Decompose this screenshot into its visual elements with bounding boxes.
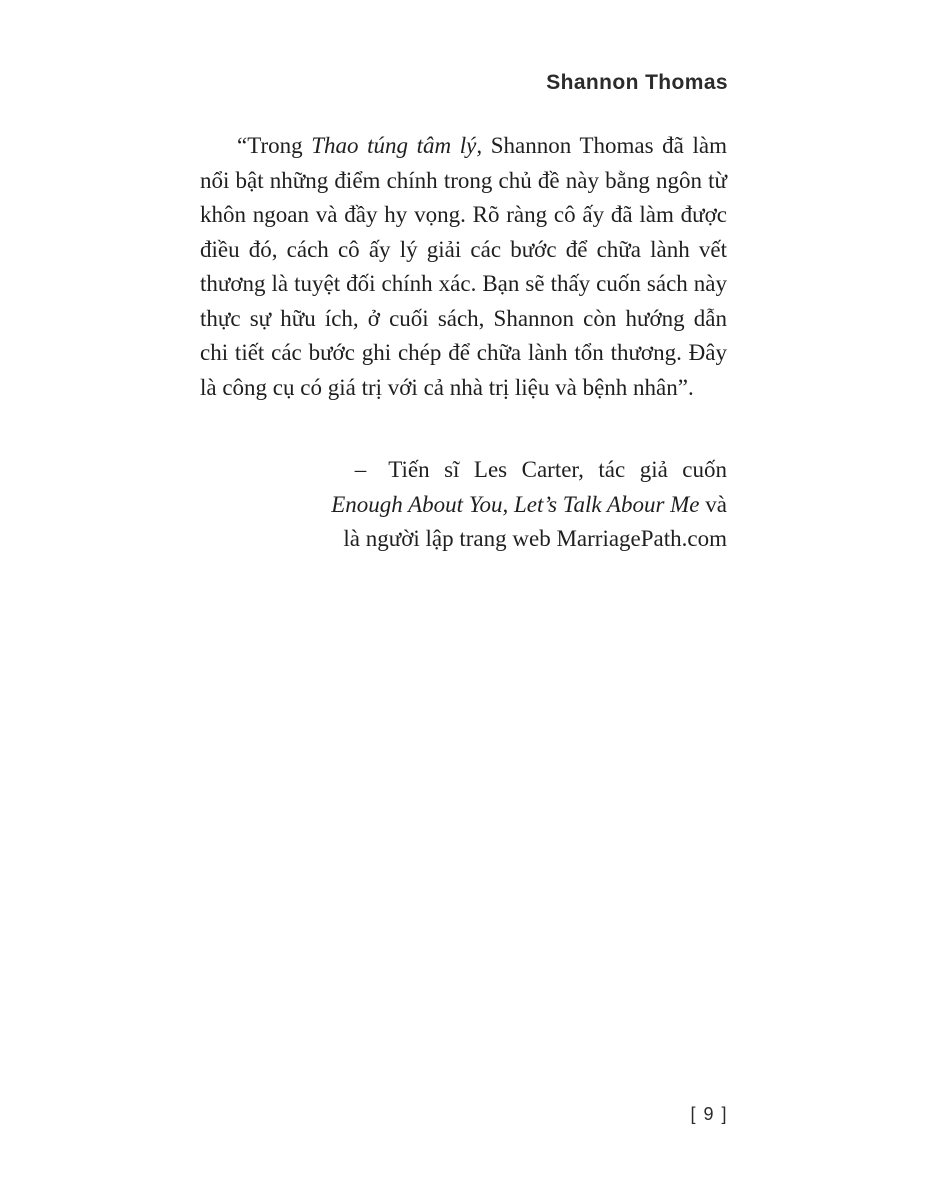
quote-opening: “Trong (237, 133, 312, 158)
attribution-line-1 (200, 453, 727, 488)
attribution-line2-tail: và (699, 491, 727, 517)
page-number: [ 9 ] (690, 1104, 728, 1124)
attribution-line-2 (200, 488, 727, 523)
quote-paragraph (200, 129, 727, 405)
running-header: Shannon Thomas (546, 71, 728, 94)
attribution-book-title: Enough About You, Let’s Talk Abour Me (331, 491, 700, 517)
attribution-author: Tiến sĩ Les Carter, tác giả cuốn (388, 457, 727, 482)
attribution-dash: – (354, 457, 367, 482)
attribution (200, 453, 727, 557)
quote-book-title: Thao túng tâm lý, (311, 133, 483, 158)
attribution-line-3: là người lập trang web MarriagePath.com (343, 526, 727, 551)
quote-body: Shannon Thomas đã làm nổi bật những điểm chính trong chủ đề này bằng ngôn từ khôn ngoan và đầy hy vọng. Rõ ràng cô ấy đã làm được điều đó, cách cô ấy lý giải các bước để chữa lành vết thương là tuyệt đối chính xác. Bạn sẽ thấy cuốn sách này thực sự hữu ích, ở cuối sách, Shannon còn hướng dẫn chi tiết các bước ghi chép để chữa lành tổn thương. Đây là công cụ có giá trị với cả nhà trị liệu và bệnh nhân”. (200, 133, 728, 400)
